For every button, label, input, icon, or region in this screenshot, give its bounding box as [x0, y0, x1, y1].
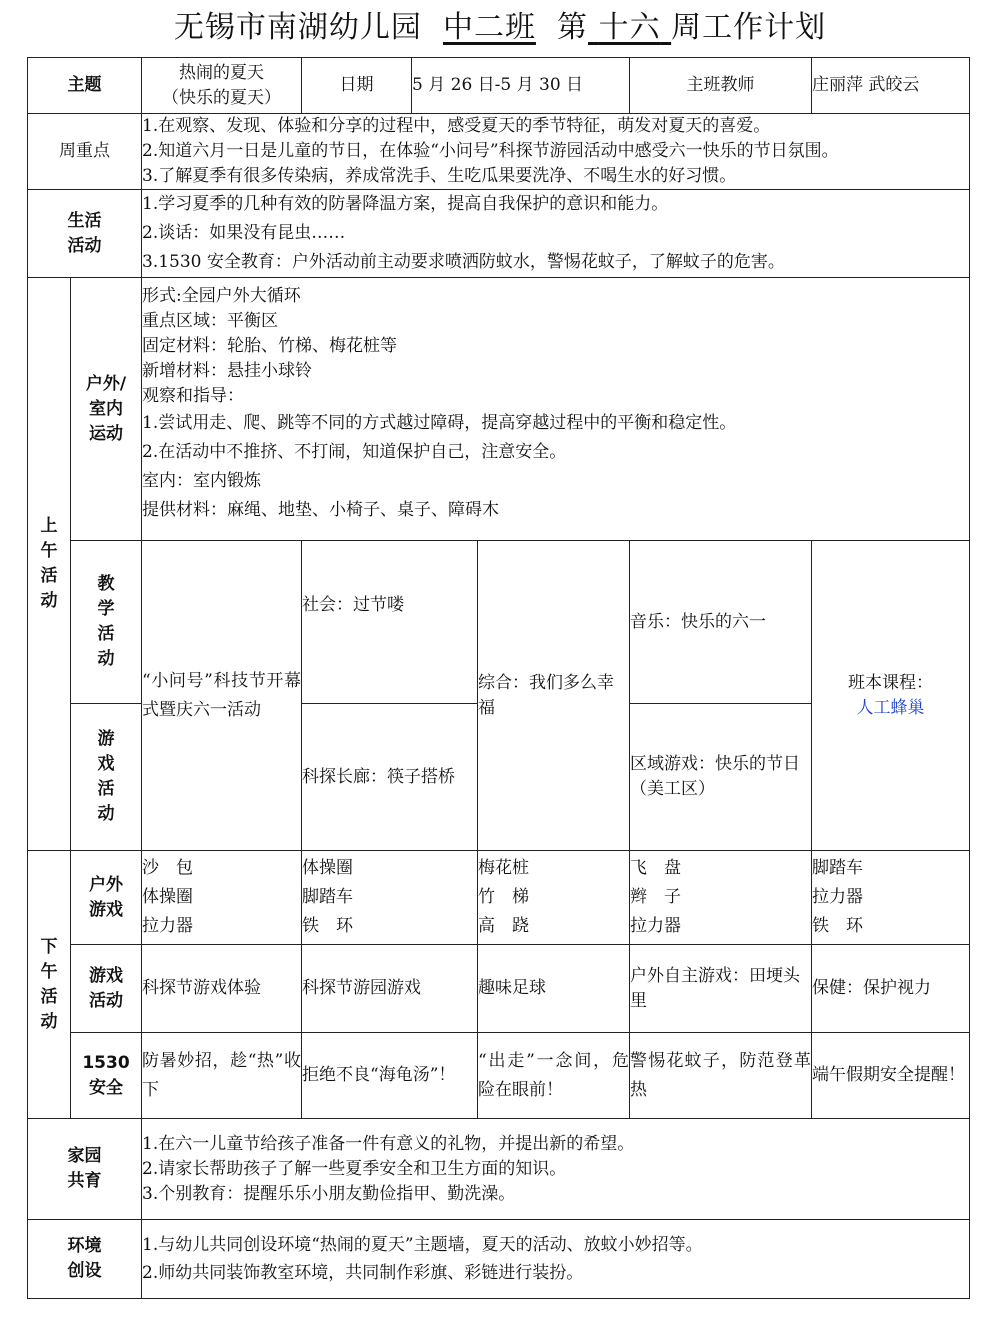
day5-class-course	[812, 541, 970, 851]
life-activity-row	[28, 190, 970, 278]
class-name: 中二班	[442, 10, 536, 45]
day2-game: 科探长廊：筷子搭桥	[302, 704, 478, 851]
afternoon-outdoor-day4: 飞 盘 辫 子 拉力器	[630, 851, 812, 945]
environment-item: 2.师幼共同装饰教室环境，共同制作彩旗、彩链进行装扮。	[142, 1263, 584, 1283]
teaching-activity-label: 教 学 活 动	[71, 541, 142, 704]
outdoor-line: 1.尝试用走、爬、跳等不同的方式越过障碍，提高穿越过程中的平衡和稳定性。	[142, 413, 737, 433]
day5-course-value: 人工蜂巢	[856, 697, 925, 718]
weekly-focus-content	[142, 114, 970, 190]
home-school-item: 3.个别教育：提醒乐乐小朋友勤俭指甲、勤洗澡。	[142, 1183, 516, 1204]
environment-label: 环境 创设	[28, 1220, 142, 1299]
outdoor-line: 观察和指导：	[142, 386, 244, 406]
afternoon-game-day5: 保健：保护视力	[812, 945, 970, 1033]
teacher-label: 主班教师	[630, 58, 812, 114]
weekly-focus-item: 2.知道六月一日是儿童的节日，在体验“小问号”科探节游园活动中感受六一快乐的节日氛围。	[142, 141, 839, 161]
day4-teaching: 音乐：快乐的六一	[630, 541, 812, 704]
afternoon-game-day4: 户外自主游戏：田埂头里	[630, 945, 812, 1033]
week-number: 十六	[598, 10, 661, 45]
week-prefix: 第	[557, 10, 589, 45]
day2-teaching: 社会：过节喽	[302, 541, 478, 704]
environment-item: 1.与幼儿共同创设环境“热闹的夏天”主题墙，夏天的活动、放蚊小妙招等。	[142, 1235, 703, 1255]
date-value: 5 月 26 日-5 月 30 日	[412, 58, 630, 114]
environment-content	[142, 1220, 970, 1299]
outdoor-sport-label: 户外/ 室内 运动	[71, 278, 142, 541]
afternoon-label: 下 午 活 动	[28, 851, 71, 1119]
environment-row	[28, 1220, 970, 1299]
safety-day3: “出走”一念间，危险在眼前！	[478, 1033, 630, 1119]
outdoor-line: 提供材料：麻绳、地垫、小椅子、桌子、障碍木	[142, 500, 499, 520]
weekly-focus-row	[28, 114, 970, 190]
home-school-content	[142, 1119, 970, 1220]
weekly-plan-table	[27, 57, 970, 1299]
afternoon-safety-row	[28, 1033, 970, 1119]
theme-line-1: 热闹的夏天	[179, 62, 264, 83]
afternoon-outdoor-row	[28, 851, 970, 945]
outdoor-line: 新增材料：悬挂小球铃	[142, 361, 312, 381]
home-school-item: 1.在六一儿童节给孩子准备一件有意义的礼物，并提出新的希望。	[142, 1133, 635, 1154]
weekly-focus-item: 3.了解夏季有很多传染病，养成常洗手、生吃瓜果要洗净、不喝生水的好习惯。	[142, 166, 737, 186]
afternoon-outdoor-day5: 脚踏车 拉力器 铁 环	[812, 851, 970, 945]
day3-combined: 综合：我们多么幸福	[478, 541, 630, 851]
life-activity-content	[142, 190, 970, 278]
outdoor-line: 2.在活动中不推挤、不打闹，知道保护自己，注意安全。	[142, 442, 567, 462]
afternoon-game-day1: 科探节游戏体验	[142, 945, 302, 1033]
afternoon-outdoor-day3: 梅花桩 竹 梯 高 跷	[478, 851, 630, 945]
morning-outdoor-row	[28, 278, 970, 541]
morning-teaching-row-1	[28, 541, 970, 639]
date-label: 日期	[302, 58, 412, 114]
life-activity-label: 生活 活动	[28, 190, 142, 278]
home-school-label: 家园 共育	[28, 1119, 142, 1220]
life-activity-item: 2.谈话：如果没有昆虫……	[142, 223, 346, 243]
theme-line-2: （快乐的夏天）	[162, 87, 281, 108]
afternoon-outdoor-label: 户外 游戏	[71, 851, 142, 945]
game-activity-label: 游 戏 活 动	[71, 704, 142, 851]
teacher-value: 庄丽萍 武皎云	[812, 58, 970, 114]
home-school-row	[28, 1119, 970, 1220]
outdoor-line: 形式:全园户外大循环	[142, 286, 301, 306]
theme-label: 主题	[28, 58, 142, 114]
afternoon-outdoor-day2: 体操圈 脚踏车 铁 环	[302, 851, 478, 945]
safety-day2: 拒绝不良“海龟汤”！	[302, 1033, 478, 1119]
theme-value	[142, 58, 302, 114]
safety-day5: 端午假期安全提醒！	[812, 1033, 970, 1119]
outdoor-line: 重点区域：平衡区	[142, 311, 278, 331]
weekly-focus-item: 1.在观察、发现、体验和分享的过程中，感受夏天的季节特征，萌发对夏天的喜爱。	[142, 116, 771, 136]
life-activity-item: 3.1530 安全教育：户外活动前主动要求喷洒防蚊水，警惕花蚊子，了解蚊子的危害。	[142, 252, 785, 272]
life-activity-item: 1.学习夏季的几种有效的防暑降温方案，提高自我保护的意识和能力。	[142, 194, 669, 214]
week-suffix: 周工作计划	[671, 10, 827, 45]
safety-label: 1530 安全	[71, 1033, 142, 1119]
weekly-focus-label: 周重点	[28, 114, 142, 190]
afternoon-game-day2: 科探节游园游戏	[302, 945, 478, 1033]
header-row	[28, 58, 970, 114]
afternoon-outdoor-day1: 沙 包 体操圈 拉力器	[142, 851, 302, 945]
afternoon-game-day3: 趣味足球	[478, 945, 630, 1033]
outdoor-line: 固定材料：轮胎、竹梯、梅花桩等	[142, 336, 397, 356]
day4-game: 区域游戏：快乐的节日（美工区）	[630, 704, 812, 851]
outdoor-line: 室内：室内锻炼	[142, 471, 261, 491]
home-school-item: 2.请家长帮助孩子了解一些夏季安全和卫生方面的知识。	[142, 1158, 567, 1179]
day1-opening-ceremony: “小问号”科技节开幕式暨庆六一活动	[142, 541, 302, 851]
safety-day1: 防暑妙招，趁“热”收下	[142, 1033, 302, 1119]
safety-day4: 警惕花蚊子，防范登革热	[630, 1033, 812, 1119]
outdoor-sport-content	[142, 278, 970, 541]
day5-course-label: 班本课程：	[848, 672, 933, 693]
afternoon-game-label: 游戏 活动	[71, 945, 142, 1033]
afternoon-game-row	[28, 945, 970, 1033]
school-name: 无锡市南湖幼儿园	[173, 10, 422, 45]
morning-label: 上 午 活 动	[28, 278, 71, 851]
page-title	[0, 8, 1000, 48]
